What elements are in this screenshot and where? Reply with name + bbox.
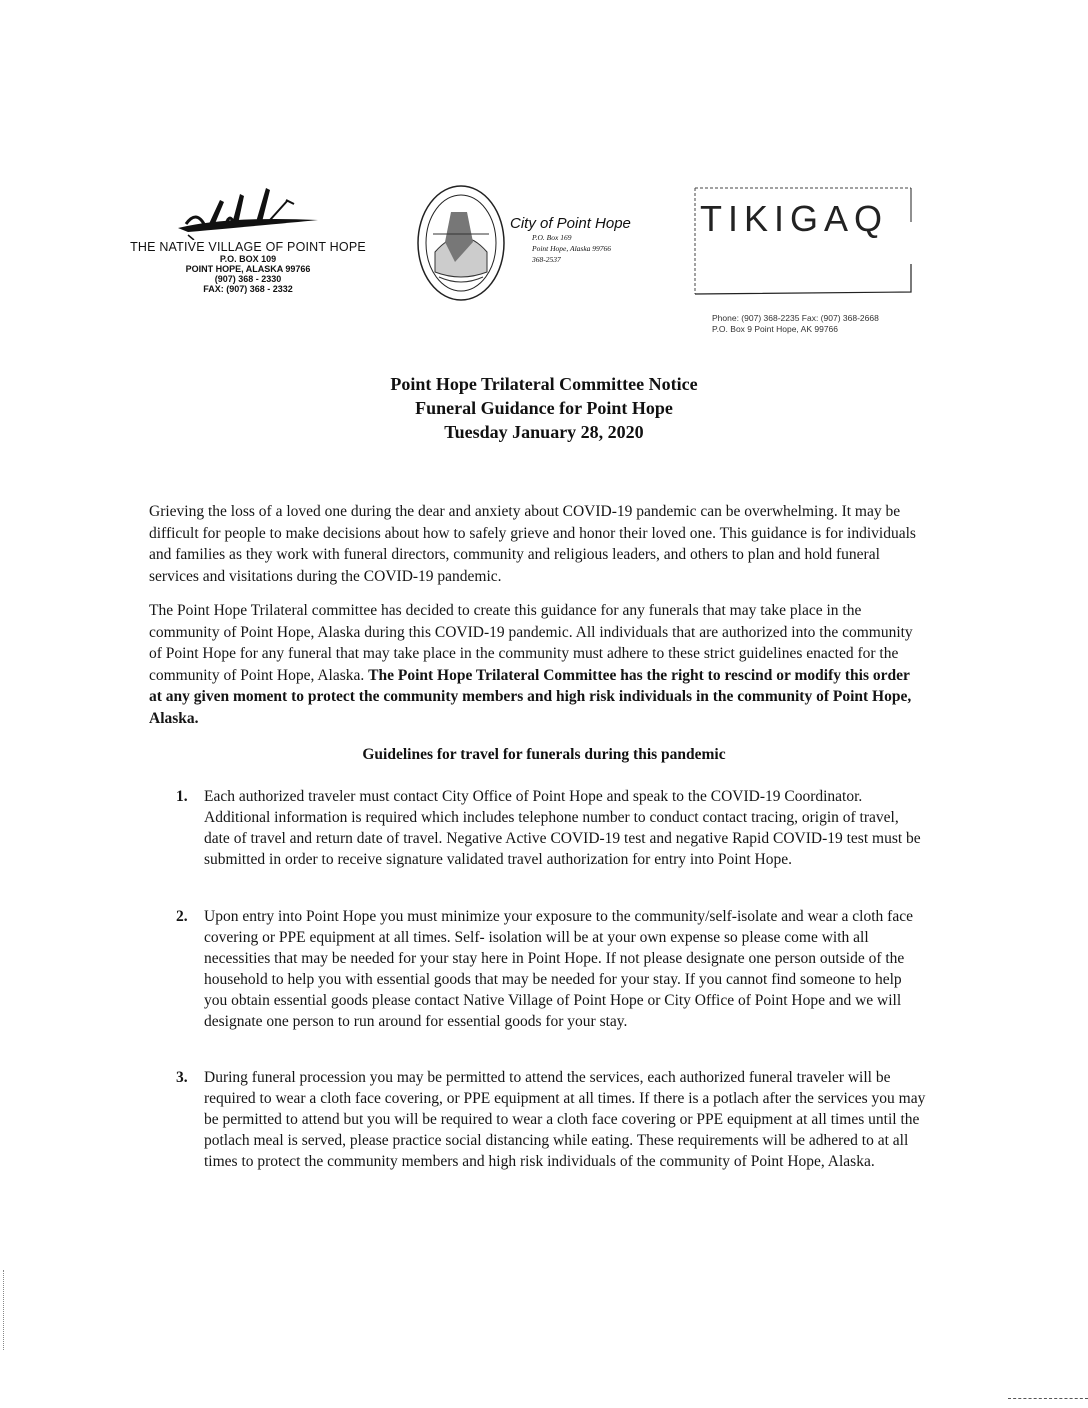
whaling-boat-logo — [168, 180, 328, 240]
city-seal-icon — [415, 182, 507, 304]
scan-edge-artifact — [1008, 1398, 1088, 1400]
tikigaq-wordmark: TIKIGAQ — [700, 198, 889, 239]
native-village-name: THE NATIVE VILLAGE OF POINT HOPE — [130, 240, 366, 254]
city-letterhead — [510, 215, 650, 265]
guideline-number: 3. — [176, 1069, 188, 1086]
notice-subtitle: Funeral Guidance for Point Hope — [415, 398, 673, 418]
guideline-item — [176, 906, 926, 1032]
native-village-address-line: POINT HOPE, ALASKA 99766 — [185, 264, 311, 274]
guideline-text: Upon entry into Point Hope you must minimize your exposure to the community/self-isolate and wear a cloth face covering or PPE equipment at all times. Self- isolation will be at your own expense so please come with all necessities that may be needed for your stay here in Point Hope. If not please designate one person outside of the household to help you with essential goods that may be needed for your stay. If you cannot find someone to help you obtain essential goods please contact Native Village of Point Hope or City Office of Point Hope and we will designate one person to run around for essential goods for your stay. — [204, 908, 913, 1030]
native-village-letterhead — [118, 180, 378, 294]
city-address-line: P.O. Box 169 — [532, 233, 572, 242]
tikigaq-address: P.O. Box 9 Point Hope, AK 99766 — [712, 324, 839, 334]
city-address-line: Point Hope, Alaska 99766 — [532, 244, 612, 253]
tikigaq-phone-fax: Phone: (907) 368-2235 Fax: (907) 368-2668 — [712, 313, 879, 323]
scan-margin-artifact — [3, 1270, 6, 1350]
guideline-text: During funeral procession you may be permitted to attend the services, each authorized funeral traveler will be required to wear a cloth face covering, or PPE equipment at all times. If there is a potlach after the services you may be permitted to attend but you will be required to wear a cloth face covering or PPE equipment at all times until the potlach meal is served, please practice social distancing while eating. These requirements will be adhered to at all times to protect the community members and high risk individuals of the community of Point Hope, Alaska. — [204, 1069, 926, 1170]
committee-paragraph — [149, 600, 919, 729]
guidelines-heading: Guidelines for travel for funerals during this pandemic — [362, 746, 726, 763]
intro-paragraph: Grieving the loss of a loved one during the dear and anxiety about COVID-19 pandemic can be overwhelming. It may be difficult for people to make decisions about how to safely grieve and honor their loved one. This guidance is for individuals and families as they work with funeral directors, community and religious leaders, and others to plan and hold funeral services and visitations during the COVID-19 pandemic. — [149, 503, 916, 585]
native-village-phone: (907) 368 - 2330 — [214, 274, 282, 284]
committee-paragraph-text: The Point Hope Trilateral committee has decided to create this guidance for any funerals that may take place in the community of Point Hope, Alaska during this COVID-19 pandemic. All individuals that are authorized into the community of Point Hope for any funeral that may take place in the community must adhere to these strict guidelines enacted for the community of Point Hope, Alaska. — [149, 602, 913, 684]
native-village-address-line: P.O. BOX 109 — [219, 254, 277, 264]
guideline-item — [176, 786, 926, 870]
committee-rights-statement: The Point Hope Trilateral Committee has the right to rescind or modify this order at any given moment to protect the community members and high risk individuals in the community of Point Hope, Alaska. — [149, 666, 912, 727]
guideline-text: Each authorized traveler must contact City Office of Point Hope and speak to the COVID-19 Coordinator. Additional information is required which includes telephone number to conduct contact tracing, origin of travel, date of travel and return date of travel. Negative Active COVID-19 test and negative Rapid COVID-19 test must be submitted in order to receive signature validated travel authorization for entry into Point Hope. — [204, 788, 921, 868]
guideline-item — [176, 1067, 926, 1172]
city-phone: 368-2537 — [532, 255, 561, 264]
guideline-number: 2. — [176, 908, 188, 925]
guideline-number: 1. — [176, 788, 188, 805]
tikigaq-contact — [712, 313, 879, 335]
notice-date: Tuesday January 28, 2020 — [444, 422, 644, 442]
native-village-fax: FAX: (907) 368 - 2332 — [203, 284, 293, 294]
city-name: City of Point Hope — [510, 215, 631, 232]
notice-titles — [0, 372, 1088, 444]
notice-title: Point Hope Trilateral Committee Notice — [390, 374, 698, 394]
